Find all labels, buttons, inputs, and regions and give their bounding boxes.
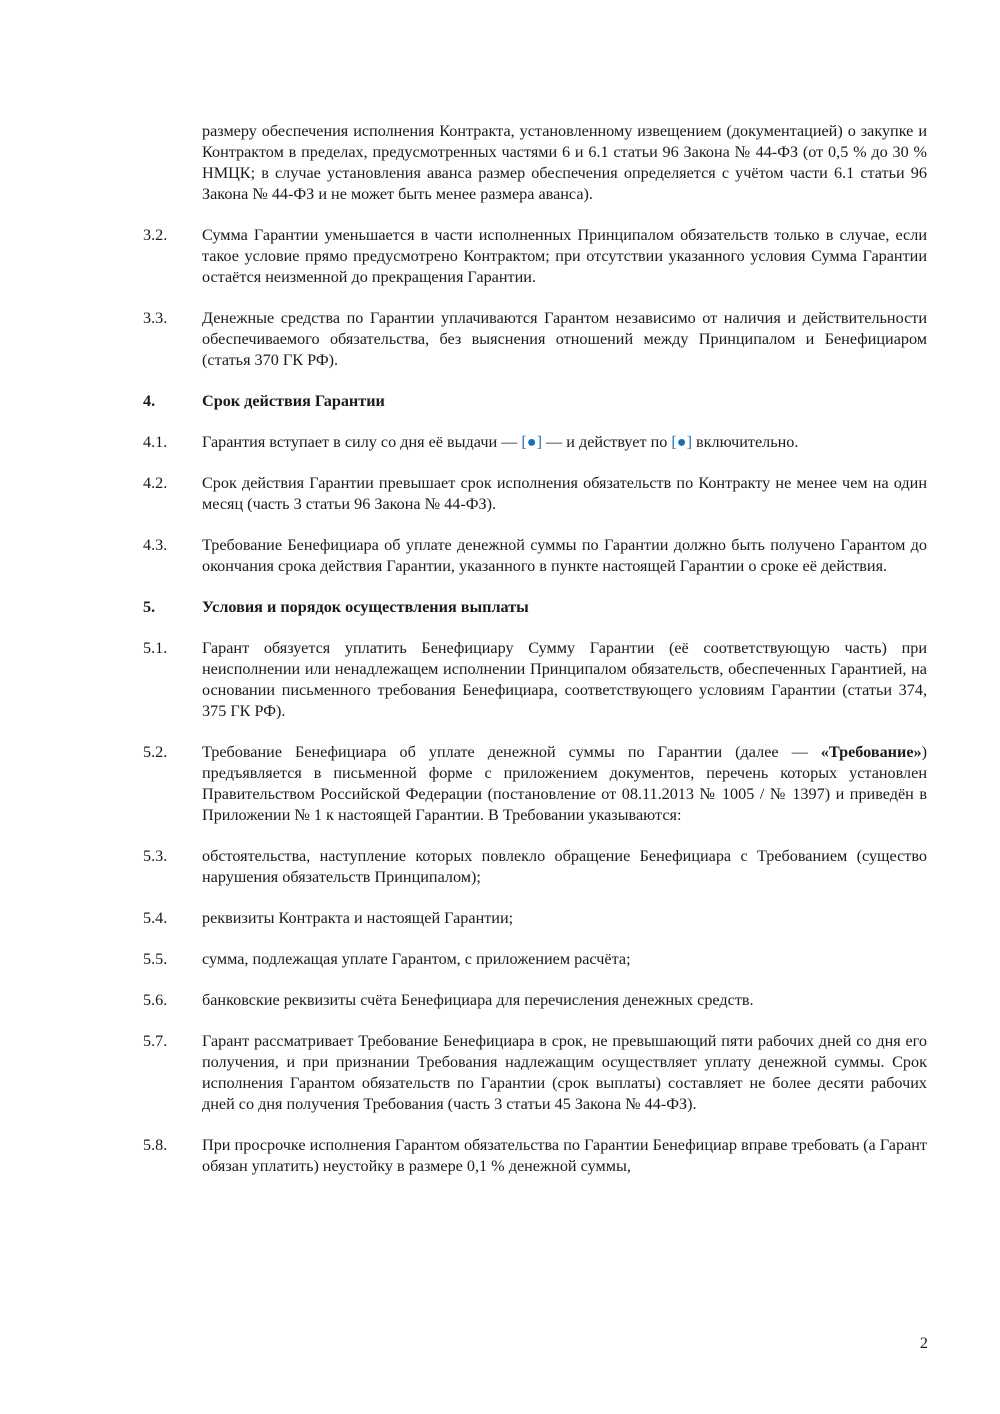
clause-number: 4.2.	[143, 474, 168, 492]
section-title: Срок действия Гарантии	[202, 392, 385, 410]
clause-number: 5.5.	[143, 950, 168, 968]
clause-number: 4.1.	[143, 433, 168, 451]
clause-number: 4.3.	[143, 536, 168, 554]
clause-text: Сумма Гарантии уменьшается в части исполненных Принципалом обязательств только в случае, если такое условие прямо предусмотрено Контрактом; при отсутствии указанного условия Сумма Гарантии остаётся неизменной до прекращения Гарантии.	[202, 226, 927, 286]
clause-text-part: ) предъявляется в письменной форме с приложением документов, перечень которых установлен Правительством Российской Федерации (постановление от 08.11.2013 № 1005 / № 1397) и приведён в Приложении № 1 к настоящей Гарантии. В Требовании указываются:	[202, 743, 927, 824]
clause-5-2	[143, 742, 927, 826]
clause-5-1	[143, 638, 927, 722]
date-placeholder-end: [●]	[671, 433, 692, 451]
clause-text: банковские реквизиты счёта Бенефициара для перечисления денежных средств.	[202, 991, 754, 1009]
clause-text: Гарант обязуется уплатить Бенефициару Сумму Гарантии (её соответствующую часть) при неисполнении или ненадлежащем исполнении Принципалом обязательств, обеспеченных Гарантией, на основании письменного требования Бенефициара, соответствующего условиям Гарантии (статьи 374, 375 ГК РФ).	[202, 639, 927, 720]
document-body	[143, 121, 927, 1197]
page-number: 2	[919, 1334, 928, 1352]
clause-5-4	[143, 908, 927, 929]
clause-text	[202, 432, 927, 453]
clause-text: реквизиты Контракта и настоящей Гарантии;	[202, 909, 514, 927]
clause-text-part: включительно.	[691, 433, 799, 451]
clause-text-part: Гарантия вступает в силу со дня её выдачи —	[202, 433, 522, 451]
section-title: Условия и порядок осуществления выплаты	[202, 598, 529, 616]
clause-text: обстоятельства, наступление которых повлекло обращение Бенефициара с Требованием (существо нарушения обязательств Принципалом);	[202, 847, 927, 886]
clause-5-8	[143, 1135, 927, 1177]
clause-4-2	[143, 473, 927, 515]
clause-number: 3.3.	[143, 309, 168, 327]
clause-number: 5.7.	[143, 1032, 168, 1050]
continued-paragraph	[143, 121, 927, 205]
date-placeholder-start: [●]	[521, 433, 542, 451]
clause-number: 5.1.	[143, 639, 168, 657]
clause-3-3	[143, 308, 927, 371]
clause-number: 5.3.	[143, 847, 168, 865]
section-number: 4.	[143, 392, 156, 410]
clause-5-6	[143, 990, 927, 1011]
clause-text: сумма, подлежащая уплате Гарантом, с приложением расчёта;	[202, 950, 631, 968]
clause-5-5	[143, 949, 927, 970]
clause-text: Требование Бенефициара об уплате денежной суммы по Гарантии должно быть получено Гарантом до окончания срока действия Гарантии, указанного в пункте настоящей Гарантии о сроке её действия.	[202, 536, 927, 575]
clause-text: Срок действия Гарантии превышает срок исполнения обязательств по Контракту не менее чем на один месяц (часть 3 статьи 96 Закона № 44-ФЗ).	[202, 474, 927, 513]
clause-3-2	[143, 225, 927, 288]
clause-number: 5.2.	[143, 743, 168, 761]
clause-text: Денежные средства по Гарантии уплачиваются Гарантом независимо от наличия и действительности обеспечиваемого обязательства, без выяснения отношений между Принципалом и Бенефициаром (статья 370 ГК РФ).	[202, 309, 927, 369]
section-number: 5.	[143, 598, 156, 616]
clause-number: 5.4.	[143, 909, 168, 927]
clause-text-part: — и действует по	[541, 433, 672, 451]
clause-text	[202, 742, 927, 826]
clause-number: 3.2.	[143, 226, 168, 244]
clause-4-1	[143, 432, 927, 453]
clause-number: 5.8.	[143, 1136, 168, 1154]
clause-number: 5.6.	[143, 991, 168, 1009]
clause-4-3	[143, 535, 927, 577]
section-heading-5	[143, 597, 927, 618]
section-heading-4	[143, 391, 927, 412]
clause-text: Гарант рассматривает Требование Бенефициара в срок, не превышающий пяти рабочих дней со дня его получения, и при признании Требования надлежащим осуществляет уплату денежной суммы. Срок исполнения Гарантом обязательств по Гарантии (срок выплаты) составляет не более десяти рабочих дней со дня получения Требования (часть 3 статьи 45 Закона № 44-ФЗ).	[202, 1032, 927, 1113]
clause-text-part: Требование Бенефициара об уплате денежной суммы по Гарантии (далее —	[202, 743, 821, 761]
clause-text: При просрочке исполнения Гарантом обязательства по Гарантии Бенефициар вправе требовать (а Гарант обязан уплатить) неустойку в размере 0,1 % денежной суммы,	[202, 1136, 927, 1175]
defined-term: «Требование»	[820, 743, 922, 761]
clause-5-3	[143, 846, 927, 888]
paragraph-text: размеру обеспечения исполнения Контракта, установленному извещением (документацией) о закупке и Контрактом в пределах, предусмотренных частями 6 и 6.1 статьи 96 Закона № 44-ФЗ (от 0,5 % до 30 % НМЦК; в случае установления аванса размер обеспечения определяется с учётом части 6.1 статьи 96 Закона № 44-ФЗ и не может быть менее размера аванса).	[202, 122, 927, 203]
clause-5-7	[143, 1031, 927, 1115]
